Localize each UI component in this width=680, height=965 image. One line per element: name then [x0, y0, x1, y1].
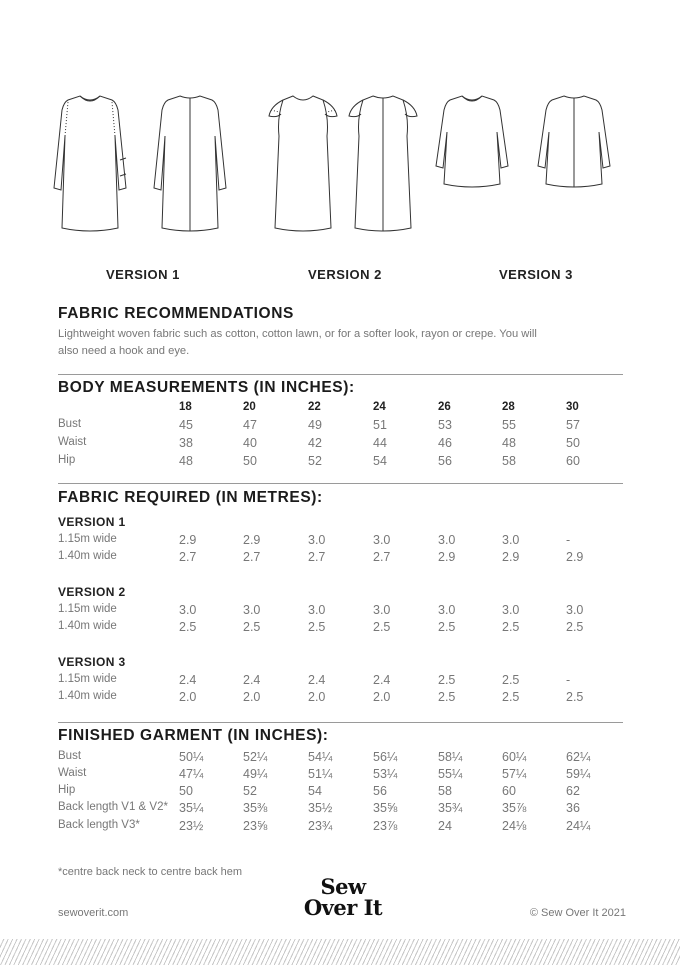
- row-label: Back length V3*: [58, 819, 140, 831]
- cell: 53: [438, 418, 452, 432]
- cell: 2.4: [373, 673, 391, 687]
- cell: 2.0: [243, 690, 261, 704]
- cell: 3.0: [373, 603, 391, 617]
- cell: 44: [373, 436, 387, 450]
- cell: 3.0: [502, 603, 520, 617]
- cell: 57¼: [502, 767, 527, 781]
- cell: 2.5: [502, 690, 520, 704]
- divider: [58, 374, 623, 375]
- table-row: [58, 750, 638, 767]
- size-header: 20: [243, 401, 256, 413]
- cell: 54: [373, 454, 387, 468]
- version-2-subheading: VERSION 2: [58, 585, 126, 599]
- cell: 2.9: [438, 550, 456, 564]
- cell: 48: [502, 436, 516, 450]
- cell: 49: [308, 418, 322, 432]
- divider: [58, 483, 623, 484]
- version-1-subheading: VERSION 1: [58, 515, 126, 529]
- row-label: 1.40m wide: [58, 690, 117, 702]
- row-label: Bust: [58, 750, 82, 762]
- cell: 2.0: [179, 690, 197, 704]
- footnote: *centre back neck to centre back hem: [58, 866, 243, 878]
- cell: 3.0: [179, 603, 197, 617]
- cell: 2.5: [566, 690, 584, 704]
- decorative-stripe-border: [0, 939, 680, 965]
- version-1-back-drawing: [154, 96, 226, 231]
- cell: 56: [438, 454, 452, 468]
- cell: 2.5: [438, 620, 456, 634]
- garment-line-drawings: [50, 88, 650, 248]
- version-1-front-drawing: [54, 96, 126, 231]
- fabric-required-title: FABRIC REQUIRED (IN METRES):: [58, 489, 323, 506]
- cell: 35¼: [179, 801, 204, 815]
- size-header-row: [58, 401, 638, 418]
- cell: 2.0: [308, 690, 326, 704]
- cell: 51: [373, 418, 387, 432]
- cell: 57: [566, 418, 580, 432]
- table-row: [58, 673, 638, 690]
- cell: 2.5: [243, 620, 261, 634]
- table-row: [58, 620, 638, 637]
- version-3-front-drawing: [436, 96, 508, 187]
- cell: 3.0: [243, 603, 261, 617]
- finished-garment-title: FINISHED GARMENT (IN INCHES):: [58, 727, 329, 744]
- cell: 35½: [308, 801, 333, 815]
- cell: 45: [179, 418, 193, 432]
- brand-logo: [288, 876, 398, 918]
- cell: 2.5: [438, 690, 456, 704]
- cell: 24¼: [566, 819, 591, 833]
- cell: 35⅞: [502, 801, 527, 815]
- cell: 51¼: [308, 767, 333, 781]
- row-label: 1.15m wide: [58, 533, 117, 545]
- cell: 56¼: [373, 750, 398, 764]
- version-1-label: VERSION 1: [106, 267, 180, 282]
- cell: 23⅞: [373, 819, 398, 833]
- cell: 2.0: [373, 690, 391, 704]
- table-row: [58, 767, 638, 784]
- row-label: 1.40m wide: [58, 620, 117, 632]
- cell: 3.0: [308, 603, 326, 617]
- cell: 3.0: [438, 533, 456, 547]
- divider: [58, 722, 623, 723]
- table-row: [58, 436, 638, 453]
- cell: 2.5: [179, 620, 197, 634]
- row-label: Bust: [58, 418, 82, 430]
- cell: 62: [566, 784, 580, 798]
- cell: 2.4: [179, 673, 197, 687]
- body-measurements-title: BODY MEASUREMENTS (IN INCHES):: [58, 379, 355, 396]
- cell: 50: [179, 784, 193, 798]
- cell: 2.9: [243, 533, 261, 547]
- table-row: [58, 819, 638, 836]
- cell: 2.4: [308, 673, 326, 687]
- fabric-recommendations-text: [58, 326, 618, 360]
- cell: 54¼: [308, 750, 333, 764]
- row-label: Waist: [58, 767, 87, 779]
- row-label: Hip: [58, 784, 76, 796]
- fabric-recommendations-line-2: also need a hook and eye.: [58, 345, 190, 357]
- garment-illustrations: [50, 88, 650, 248]
- table-row: [58, 690, 638, 707]
- cell: 38: [179, 436, 193, 450]
- cell: 56: [373, 784, 387, 798]
- version-3-subheading: VERSION 3: [58, 655, 126, 669]
- copyright: © Sew Over It 2021: [529, 907, 626, 919]
- cell: 54: [308, 784, 322, 798]
- cell: 2.7: [308, 550, 326, 564]
- cell: -: [566, 533, 571, 547]
- cell: 58¼: [438, 750, 463, 764]
- cell: 35¾: [438, 801, 463, 815]
- cell: 3.0: [373, 533, 391, 547]
- cell: 55¼: [438, 767, 463, 781]
- table-row: [58, 801, 638, 818]
- cell: 50: [566, 436, 580, 450]
- cell: 59¼: [566, 767, 591, 781]
- row-label: Waist: [58, 436, 87, 448]
- size-header: 22: [308, 401, 321, 413]
- cell: 55: [502, 418, 516, 432]
- size-header: 18: [179, 401, 192, 413]
- cell: 58: [502, 454, 516, 468]
- cell: 50¼: [179, 750, 204, 764]
- cell: 2.5: [308, 620, 326, 634]
- size-header: 28: [502, 401, 515, 413]
- cell: 58: [438, 784, 452, 798]
- cell: 23½: [179, 819, 204, 833]
- cell: 35⅜: [243, 801, 268, 815]
- logo-line-1: Sew: [320, 874, 366, 899]
- cell: 60: [566, 454, 580, 468]
- cell: 2.5: [566, 620, 584, 634]
- size-header: 30: [566, 401, 579, 413]
- version-2-back-drawing: [349, 96, 417, 231]
- cell: 2.5: [438, 673, 456, 687]
- cell: 2.9: [502, 550, 520, 564]
- cell: 2.5: [502, 673, 520, 687]
- table-row: [58, 454, 638, 471]
- cell: 62¼: [566, 750, 591, 764]
- cell: 2.9: [566, 550, 584, 564]
- cell: 3.0: [566, 603, 584, 617]
- table-row: [58, 418, 638, 435]
- cell: 53¼: [373, 767, 398, 781]
- version-3-back-drawing: [538, 96, 610, 187]
- cell: 2.5: [502, 620, 520, 634]
- cell: 3.0: [438, 603, 456, 617]
- website-link[interactable]: sewoverit.com: [58, 907, 129, 919]
- cell: 60¼: [502, 750, 527, 764]
- table-row: [58, 603, 638, 620]
- cell: 2.5: [373, 620, 391, 634]
- cell: 24⅛: [502, 819, 527, 833]
- cell: -: [566, 673, 571, 687]
- row-label: 1.15m wide: [58, 673, 117, 685]
- cell: 2.7: [243, 550, 261, 564]
- fabric-recommendations-title: FABRIC RECOMMENDATIONS: [58, 305, 294, 322]
- cell: 24: [438, 819, 452, 833]
- cell: 48: [179, 454, 193, 468]
- cell: 50: [243, 454, 257, 468]
- cell: 52: [308, 454, 322, 468]
- cell: 49¼: [243, 767, 268, 781]
- cell: 42: [308, 436, 322, 450]
- row-label: 1.15m wide: [58, 603, 117, 615]
- table-row: [58, 533, 638, 550]
- cell: 52: [243, 784, 257, 798]
- version-2-front-drawing: [269, 96, 337, 231]
- size-header: 26: [438, 401, 451, 413]
- table-row: [58, 784, 638, 801]
- cell: 46: [438, 436, 452, 450]
- version-2-label: VERSION 2: [308, 267, 382, 282]
- cell: 3.0: [308, 533, 326, 547]
- row-label: Back length V1 & V2*: [58, 801, 168, 813]
- cell: 47¼: [179, 767, 204, 781]
- cell: 47: [243, 418, 257, 432]
- cell: 23⅝: [243, 819, 268, 833]
- cell: 40: [243, 436, 257, 450]
- cell: 60: [502, 784, 516, 798]
- cell: 2.7: [373, 550, 391, 564]
- cell: 3.0: [502, 533, 520, 547]
- cell: 2.7: [179, 550, 197, 564]
- logo-line-2: Over It: [303, 895, 383, 920]
- cell: 2.9: [179, 533, 197, 547]
- row-label: 1.40m wide: [58, 550, 117, 562]
- cell: 35⅝: [373, 801, 398, 815]
- size-header: 24: [373, 401, 386, 413]
- cell: 36: [566, 801, 580, 815]
- cell: 52¼: [243, 750, 268, 764]
- row-label: Hip: [58, 454, 76, 466]
- cell: 2.4: [243, 673, 261, 687]
- cell: 23¾: [308, 819, 333, 833]
- version-3-label: VERSION 3: [499, 267, 573, 282]
- fabric-recommendations-line-1: Lightweight woven fabric such as cotton, cotton lawn, or for a softer look, rayon or crepe. You will: [58, 328, 537, 340]
- table-row: [58, 550, 638, 567]
